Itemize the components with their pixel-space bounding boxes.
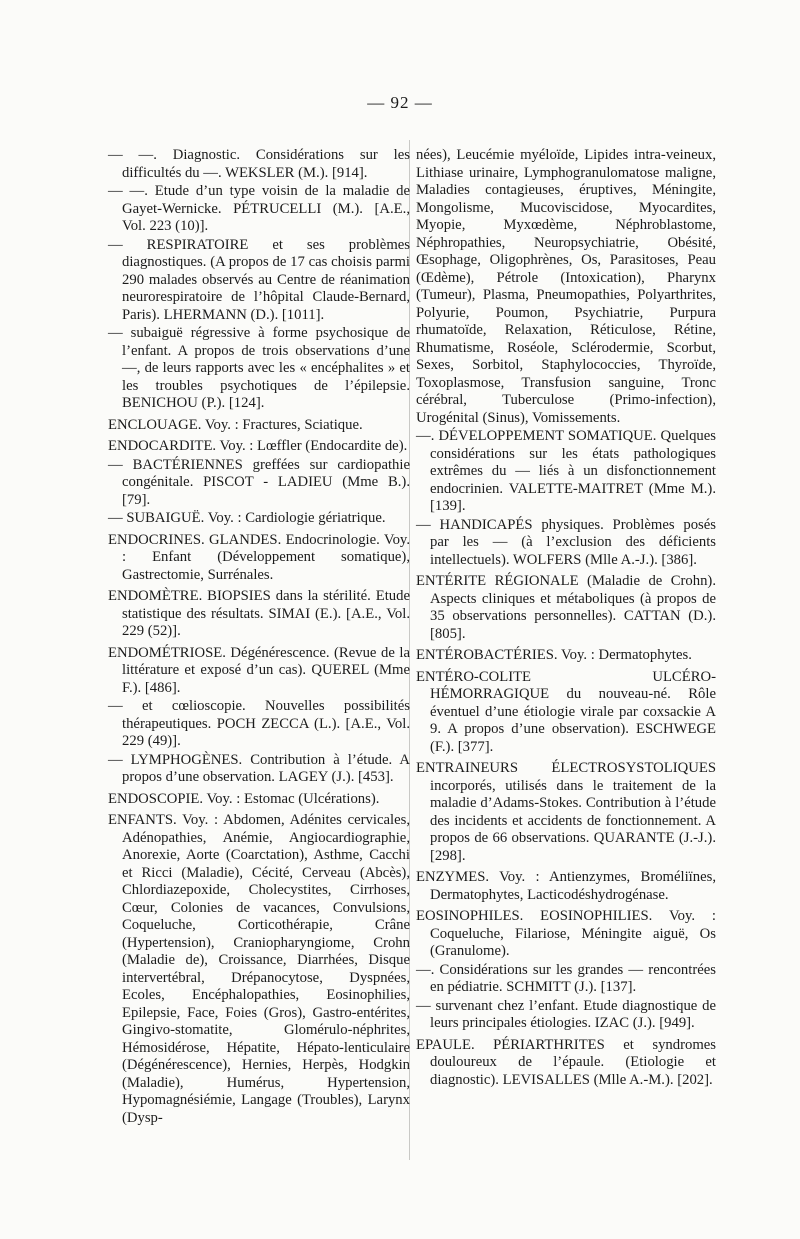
index-entry: — subaiguë régressive à forme psychosique de l’enfant. A propos de trois observations d’une —, de leurs rapports avec les « encéphalites » et les troubles psychotiques de l’épilepsie. BENICHOU (P.). [124]. [108, 325, 410, 411]
index-heading-entry: ENDOCARDITE. Voy. : Lœffler (Endocardite de). [108, 438, 408, 454]
page-number: — 92 — [367, 93, 433, 112]
index-entry: — HANDICAPÉS physiques. Problèmes posés par les — (à l’exclusion des déficients intellectuels). WOLFERS (Mlle A.-J.). [386]. [416, 516, 716, 568]
index-entry: — survenant chez l’enfant. Etude diagnostique de leurs principales étiologies. IZAC (J.). [949]. [416, 997, 716, 1031]
index-entry: — —. Etude d’un type voisin de la maladie de Gayet-Wernicke. PÉTRUCELLI (M.). [A.E., Vol. 223 (10)]. [108, 183, 410, 234]
index-heading-entry: ENTÉROBACTÉRIES. Voy. : Dermatophytes. [416, 647, 692, 663]
left-column [108, 147, 410, 1128]
index-heading-entry: ENTÉRO-COLITE ULCÉRO-HÉMORRAGIQUE du nouveau-né. Rôle éventuel d’une étiologie virale par coxsackie A 9. A propos d’une observation). ESCHWEGE (F.). [377]. [416, 668, 716, 755]
index-entry: nées), Leucémie myéloïde, Lipides intra-veineux, Lithiase urinaire, Lymphogranulomatose maligne, Maladies contagieuses, éruptives, Méningite, Mongolisme, Mucoviscidose, Myocardites, Myopie, Myxœdème, Néphroblastome, Néphropathies, Neuropsychiatrie, Obésité, Œsophage, Oligophrènes, Os, Parasitoses, Peau (Œdème), Pétrole (Intoxication), Pharynx (Tumeur), Plasma, Pneumopathies, Polyarthrites, Polyurie, Poumon, Psychiatrie, Purpura rhumatoïde, Relaxation, Réticulose, Rétine, Rhumatisme, Roséole, Sclérodermie, Scorbut, Sexes, Sorbitol, Staphylococcies, Thyroïde, Toxoplasmose, Transfusion sanguine, Tronc cérébral, Tuberculose (Primo-infection), Urogénital (Sinus), Vomissements. [416, 147, 716, 426]
index-heading-entry: ENTÉRITE RÉGIONALE (Maladie de Crohn). Aspects cliniques et métaboliques (à propos de 35 observations personnelles). CATTAN (D.). [805]. [416, 573, 716, 642]
index-entry: — LYMPHOGÈNES. Contribution à l’étude. A propos d’une observation. LAGEY (J.). [453]. [108, 751, 410, 785]
index-heading-entry: ENCLOUAGE. Voy. : Fractures, Sciatique. [108, 416, 363, 433]
index-entry: — BACTÉRIENNES greffées sur cardiopathie congénitale. PISCOT - LADIEU (Mme B.). [79]. [108, 456, 410, 508]
index-heading-entry: EPAULE. PÉRIARTHRITES et syndromes douloureux de l’épaule. (Etiologie et diagnostic). LEVISALLES (Mlle A.-M.). [202]. [416, 1036, 716, 1088]
right-column [416, 147, 716, 1090]
index-entry: —. DÉVELOPPEMENT SOMATIQUE. Quelques considérations sur les états pathologiques extrêmes du — liés à un disfonctionnement endocrinien. VALETTE-MAITRET (Mme M.). [139]. [416, 428, 716, 514]
index-heading-entry: ENDOMÉTRIOSE. Dégénérescence. (Revue de la littérature et exposé d’un cas). QUEREL (Mme F.). [486]. [108, 644, 410, 696]
index-heading-entry: ENFANTS. Voy. : Abdomen, Adénites cervicales, Adénopathies, Anémie, Angiocardiographie, Anorexie, Aorte (Coarctation), Asthme, Cacchi et Ricci (Maladie), Cécité, Cerveau (Abcès), Chlordiazepoxide, Cholecystites, Cirrhoses, Cœur, Colonies de vacances, Convulsions, Coqueluche, Corticothérapie, Crâne (Hypertension), Craniopharyngiome, Crohn (Maladie de), Croissance, Diarrhées, Disque intervertébral, Drépanocytose, Dyspnées, Ecoles, Encéphalopathies, Eosinophilies, Epilepsie, Face, Foies (Gros), Gastro-entérites, Gingivo-stomatite, Glomérulo-néphrites, Hémosidérose, Hépatite, Hépato-lenticulaire (Dégénérescence), Hernies, Herpès, Hodgkin (Maladie), Humérus, Hypertension, Hypomagnésiémie, Langage (Troubles), Larynx (Dysp- [108, 812, 410, 1126]
index-heading-entry: EOSINOPHILES. EOSINOPHILIES. Voy. : Coqueluche, Filariose, Méningite aiguë, Os (Granulome). [416, 908, 716, 959]
index-entry: —. Considérations sur les grandes — rencontrées en pédiatrie. SCHMITT (J.). [137]. [416, 961, 716, 995]
index-heading-entry: ENTRAINEURS ÉLECTROSYSTOLIQUES incorporés, utilisés dans le traitement de la maladie d’Adams-Stokes. Contribution à l’étude des incidents et accidents de fonctionnement. A propos de 66 observations. QUARANTE (J.-J.). [298]. [416, 760, 716, 864]
index-heading-entry: ENZYMES. Voy. : Antienzymes, Broméliïnes, Dermatophytes, Lacticodéshydrogénase. [416, 869, 716, 903]
index-heading-entry: ENDOMÈTRE. BIOPSIES dans la stérilité. Etude statistique des résultats. SIMAI (E.). [A.E., Vol. 229 (52)]. [108, 588, 410, 639]
index-heading-entry: ENDOCRINES. GLANDES. Endocrinologie. Voy. : Enfant (Développement somatique), Gastrectomie, Surrénales. [108, 531, 410, 583]
index-entry: — RESPIRATOIRE et ses problèmes diagnostiques. (A propos de 17 cas choisis parmi 290 malades observés au Centre de réanimation neurorespiratoire de l’hôpital Claude-Bernard, Paris). LHERMANN (D.). [1011]. [108, 236, 410, 323]
index-entry: — et cœlioscopie. Nouvelles possibilités thérapeutiques. POCH ZECCA (L.). [A.E., Vol. 229 (49)]. [108, 698, 410, 749]
index-heading-entry: ENDOSCOPIE. Voy. : Estomac (Ulcérations). [108, 790, 380, 807]
index-entry: — SUBAIGUË. Voy. : Cardiologie gériatrique. [108, 510, 386, 526]
index-entry: — —. Diagnostic. Considérations sur les difficultés du —. WEKSLER (M.). [914]. [108, 147, 410, 181]
